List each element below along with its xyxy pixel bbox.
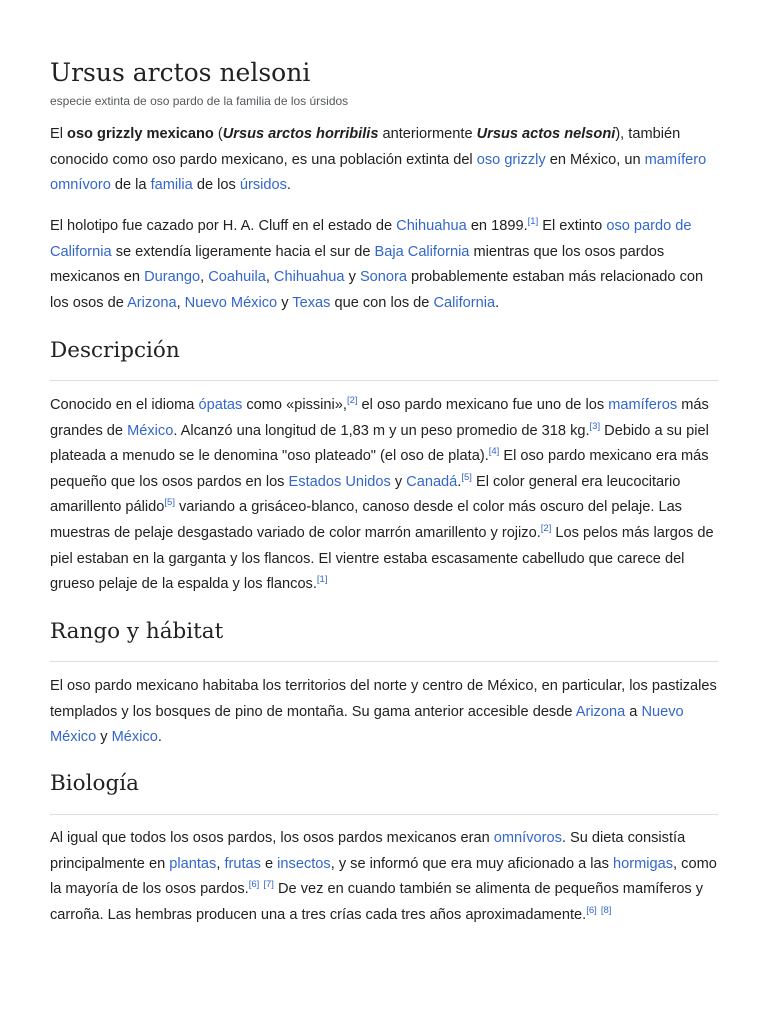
link-mamifero-omnivoro[interactable]: mamífero omnívoro	[50, 151, 707, 194]
ref-1b[interactable]: [1]	[316, 574, 328, 586]
link-frutas[interactable]: frutas	[224, 855, 261, 872]
ref-5b[interactable]: [5]	[164, 497, 175, 509]
ref-5[interactable]: [5]	[461, 471, 472, 483]
ref-6b[interactable]: [6]	[586, 904, 597, 916]
description-paragraph: Conocido en el idioma ópatas como «pissini»,[2] el oso pardo mexicano fue uno de los mamíferos más grandes de México. Alcanzó una longitud de 1,83 m y un peso promedio de 318 kg.[3] Debido a su piel plateada a menudo se le denomina "oso plateado" (el oso de plata).[4] El oso pardo mexicano era más pequeño que los osos pardos en los Estados Unidos y Canadá.[5] El color general era leucocitario amarillento pálido[5] variando a grisáceo-blanco, canoso desde el color más oscuro del pelaje. Las muestras de pelaje desgastado variado de color marrón amarillento y rojizo.[2] Los pelos más largos de piel estaban en la garganta y los flancos. El vientre estaba escasamente cabelludo que carece del grueso pelaje de la espalda y los flancos.[1]	[50, 395, 714, 593]
page-subtitle: especie extinta de oso pardo de la familia de los úrsidos	[50, 94, 349, 108]
ref-2b[interactable]: [2]	[540, 523, 552, 535]
ref-2[interactable]: [2]	[346, 395, 358, 407]
link-oso-pardo-de-california[interactable]: oso pardo de California	[50, 218, 692, 260]
holotype-paragraph: El holotipo fue cazado por H. A. Cluff en el estado de Chihuahua en 1899.[1] El extinto oso pardo de California se extendía ligeramente hacia el sur de Baja California mientras que los osos pardos mexicanos en Durango, Coahuila, Chihuahua y Sonora probablemente estaban más relacionado con los osos de Arizona, Nuevo México y Texas que con los de California.	[50, 216, 704, 311]
link-coahuila[interactable]: Coahuila	[208, 269, 266, 286]
link-chihuahua[interactable]: Chihuahua	[396, 218, 467, 234]
biology-paragraph: Al igual que todos los osos pardos, los osos pardos mexicanos eran omnívoros. Su dieta consistía principalmente en plantas, frutas e insectos, y se informó que era muy aficionado a las hormigas, como la mayoría de los osos pardos.[6] [7] De vez en cuando también se alimenta de pequeños mamíferos y carroña. Las hembras producen una a tres crías cada tres años aproximadamente.[6] [8]	[50, 830, 717, 923]
heading-biologia: Biología	[50, 771, 139, 796]
section-divider	[50, 814, 718, 815]
link-opatas[interactable]: ópatas	[198, 397, 243, 413]
ref-3[interactable]: [3]	[589, 420, 601, 432]
link-omnivoros[interactable]: omnívoros	[493, 830, 562, 846]
link-oso-grizzly[interactable]: oso grizzly	[476, 151, 546, 168]
link-mexico-2[interactable]: México	[111, 729, 158, 746]
link-arizona[interactable]: Arizona	[127, 294, 177, 311]
link-nuevo-mexico-2[interactable]: Nuevo México	[50, 703, 684, 746]
link-mamiferos[interactable]: mamíferos	[608, 397, 678, 413]
link-chihuahua-2[interactable]: Chihuahua	[273, 269, 345, 286]
heading-descripcion: Descripción	[50, 338, 180, 363]
section-divider	[50, 661, 718, 662]
link-texas[interactable]: Texas	[292, 294, 331, 311]
section-divider	[50, 380, 718, 381]
link-estados-unidos[interactable]: Estados Unidos	[288, 473, 391, 490]
link-ursidos[interactable]: úrsidos	[239, 177, 287, 194]
link-insectos[interactable]: insectos	[277, 855, 331, 872]
ref-7[interactable]: [7]	[263, 879, 274, 891]
link-baja-california[interactable]: Baja California	[374, 243, 470, 260]
link-canada[interactable]: Canadá	[406, 473, 458, 490]
heading-rango-y-habitat: Rango y hábitat	[50, 619, 224, 644]
link-arizona-2[interactable]: Arizona	[575, 703, 626, 720]
intro-paragraph: El oso grizzly mexicano (Ursus arctos horribilis anteriormente Ursus actos nelsoni), también conocido como oso pardo mexicano, es una población extinta del oso grizzly en México, un mamífero omnívoro de la familia de los úrsidos.	[50, 126, 707, 194]
link-familia[interactable]: familia	[150, 177, 193, 194]
link-mexico[interactable]: México	[127, 422, 174, 439]
link-california[interactable]: California	[433, 294, 496, 311]
ref-8[interactable]: [8]	[600, 904, 612, 916]
link-durango[interactable]: Durango	[144, 269, 201, 286]
ref-1[interactable]: [1]	[527, 216, 539, 228]
link-nuevo-mexico[interactable]: Nuevo México	[184, 294, 278, 311]
link-sonora[interactable]: Sonora	[359, 269, 407, 286]
range-paragraph: El oso pardo mexicano habitaba los territorios del norte y centro de México, en particular, los pastizales templados y los bosques de pino de montaña. Su gama anterior accesible desde Arizona a Nuevo México y México.	[50, 678, 717, 746]
page-title: Ursus arctos nelsoni	[50, 58, 311, 87]
link-plantas[interactable]: plantas	[169, 855, 217, 872]
ref-4[interactable]: [4]	[488, 446, 500, 458]
link-hormigas[interactable]: hormigas	[613, 855, 674, 872]
ref-6[interactable]: [6]	[248, 879, 260, 891]
